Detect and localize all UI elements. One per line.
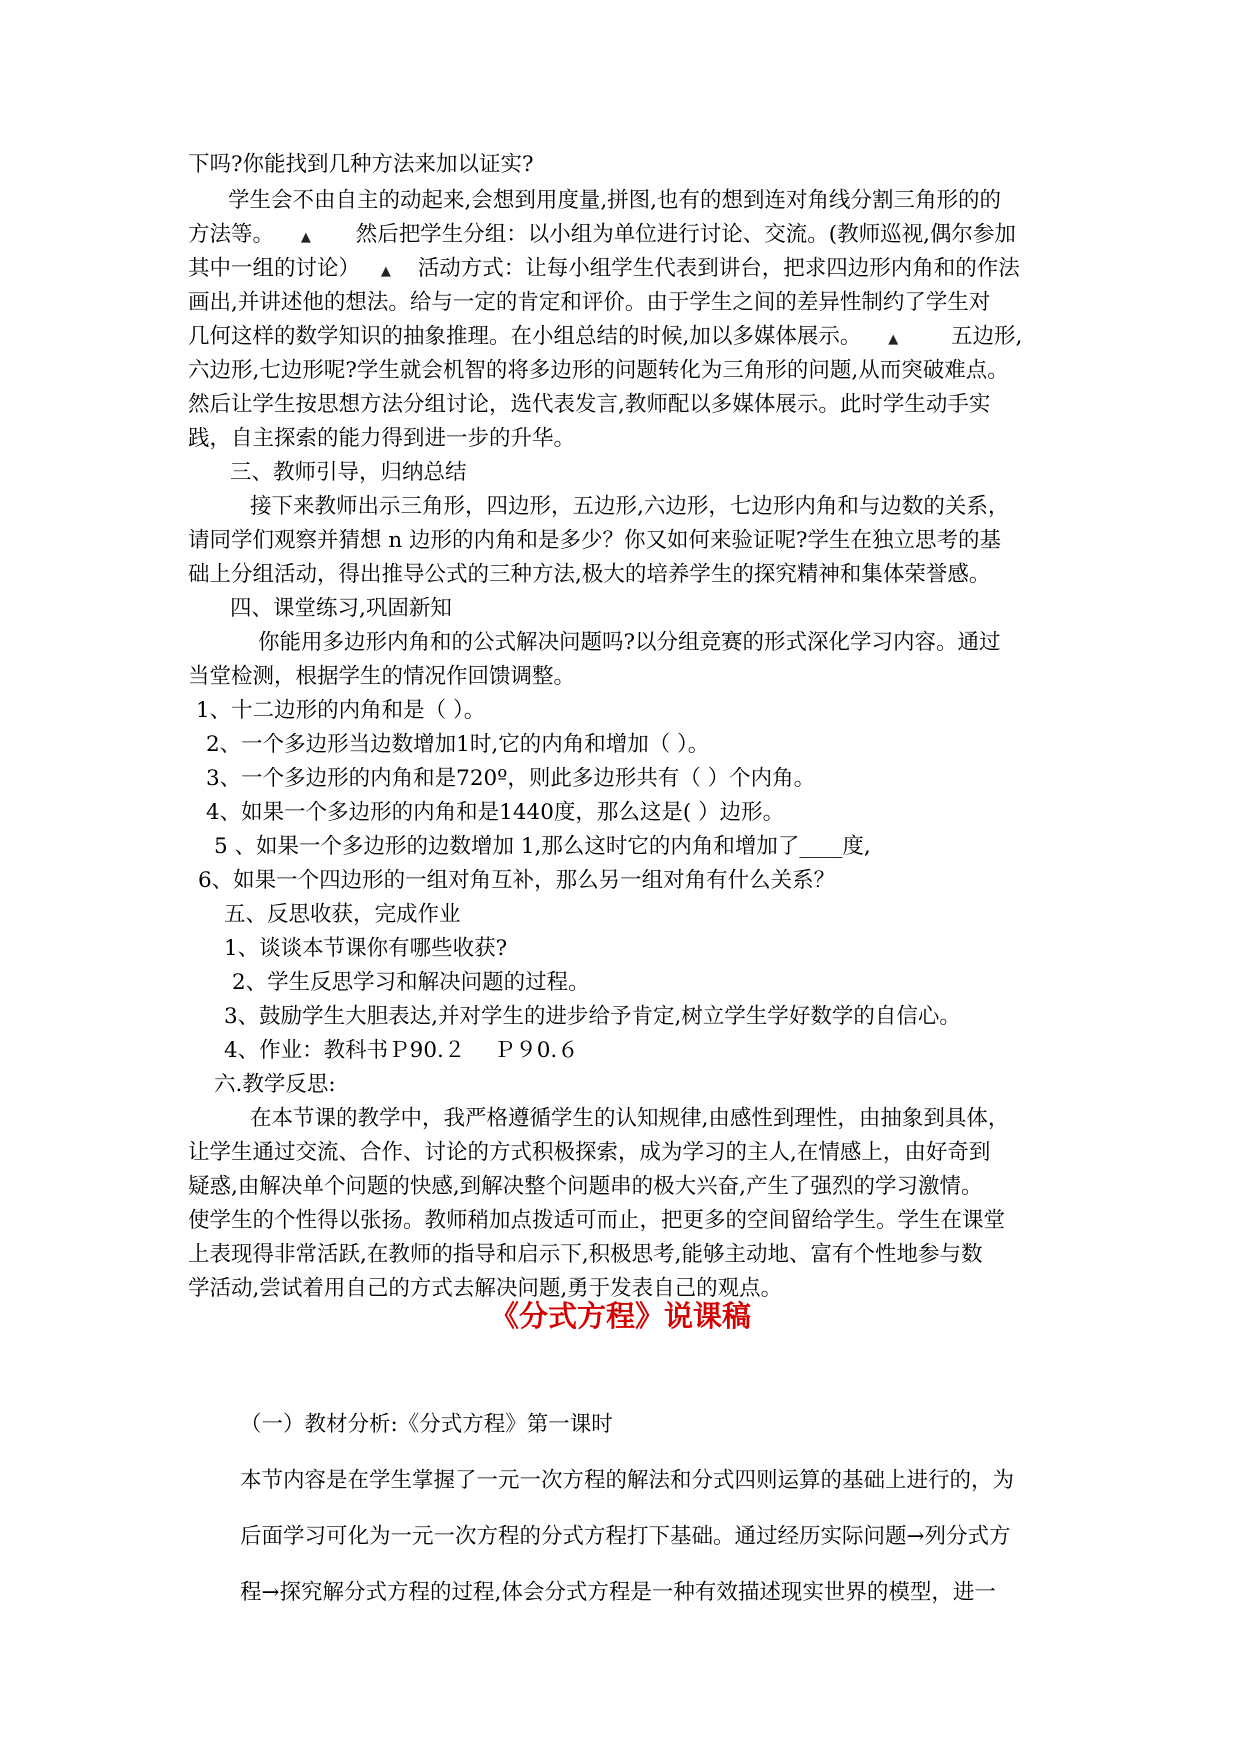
text-line: 让学生通过交流、合作、讨论的方式积极探索，成为学习的主人,在情感上，由好奇到 (188, 1140, 991, 1165)
list-item: 2、学生反思学习和解决问题的过程。 (232, 970, 590, 995)
text-line: 上表现得非常活跃,在教师的指导和启示下,积极思考,能够主动地、富有个性地参与数 (188, 1242, 983, 1267)
text-line-with-markers (188, 220, 1058, 253)
lesson-title: 《分式方程》说课稿 (489, 1299, 751, 1333)
text-line: 然后让学生按思想方法分组讨论，选代表发言,教师配以多媒体展示。此时学生动手实 (188, 392, 991, 417)
text-line: 当堂检测，根据学生的情况作回馈调整。 (188, 664, 576, 689)
text-segment: 几何这样的数学知识的抽象推理。在小组总结的时候,加以多媒体展示。 (188, 324, 862, 349)
text-line-with-markers (188, 254, 1058, 287)
text-line: 接下来教师出示三角形，四边形，五边形,六边形，七边形内角和与边数的关系， (250, 494, 1010, 519)
text-line: 你能用多边形内角和的公式解决问题吗?以分组竞赛的形式深化学习内容。通过 (258, 630, 1001, 655)
text-line: 后面学习可化为一元一次方程的分式方程打下基础。通过经历实际问题→列分式方 (240, 1524, 1011, 1549)
section-heading: 三、教师引导，归纳总结 (230, 460, 467, 485)
text-line: 程→探究解分式方程的过程,体会分式方程是一种有效描述现实世界的模型，进一 (240, 1580, 996, 1605)
text-line: 请同学们观察并猜想 n 边形的内角和是多少？你又如何来验证呢?学生在独立思考的基 (188, 528, 1002, 553)
section-heading: 四、课堂练习,巩固新知 (230, 596, 452, 621)
text-segment: 然后把学生分组：以小组为单位进行讨论、交流。(教师巡视,偶尔参加 (355, 222, 1016, 247)
text-line: 疑惑,由解决单个问题的快感,到解决整个问题串的极大兴奋,产生了强烈的学习激情。 (188, 1174, 983, 1199)
triangle-marker-icon: ▲ (888, 332, 899, 347)
text-line: 学活动,尝试着用自己的方式去解决问题,勇于发表自己的观点。 (188, 1276, 783, 1301)
text-line-with-markers (188, 322, 1058, 355)
exercise-item: 4、如果一个多边形的内角和是1440度，那么这是( ）边形。 (206, 800, 785, 825)
text-line: 下吗?你能找到几种方法来加以证实? (188, 152, 534, 177)
triangle-marker-icon: ▲ (380, 264, 391, 279)
exercise-item: 5 、如果一个多边形的边数增加 1,那么这时它的内角和增加了____度, (214, 834, 871, 859)
text-line: 践，自主探索的能力得到进一步的升华。 (188, 426, 576, 451)
text-line: 础上分组活动，得出推导公式的三种方法,极大的培养学生的探究精神和集体荣誉感。 (188, 562, 991, 587)
text-segment: 其中一组的讨论） (188, 256, 361, 281)
exercise-item: 2、一个多边形当边数增加1时,它的内角和增加（ ）。 (206, 732, 710, 757)
section-heading: 五、反思收获，完成作业 (224, 902, 461, 927)
subsection-heading: （一）教材分析:《分式方程》第一课时 (240, 1412, 613, 1437)
text-segment: 活动方式：让每小组学生代表到讲台，把求四边形内角和的作法 (417, 256, 1020, 281)
triangle-marker-icon: ▲ (300, 230, 311, 245)
exercise-item: 6、如果一个四边形的一组对角互补，那么另一组对角有什么关系？ (198, 868, 836, 893)
list-item: 4、作业：教科书Ｐ90.２ Ｐ９0.６ (224, 1038, 579, 1063)
text-line: 使学生的个性得以张扬。教师稍加点拨适可而止，把更多的空间留给学生。学生在课堂 (188, 1208, 1006, 1233)
list-item: 1、谈谈本节课你有哪些收获? (224, 936, 508, 961)
text-line: 画出,并讲述他的想法。给与一定的肯定和评价。由于学生之间的差异性制约了学生对 (188, 290, 991, 315)
list-item: 3、鼓励学生大胆表达,并对学生的进步给予肯定,树立学生学好数学的自信心。 (224, 1004, 961, 1029)
section-heading: 六.教学反思: (214, 1072, 336, 1097)
exercise-item: 1、十二边形的内角和是（ ）。 (196, 698, 486, 723)
text-line: 学生会不由自主的动起来,会想到用度量,拼图,也有的想到连对角线分割三角形的的 (228, 188, 1002, 213)
text-segment: 方法等。 (188, 222, 275, 247)
exercise-item: 3、一个多边形的内角和是720º，则此多边形共有（ ）个内角。 (206, 766, 816, 791)
text-line: 本节内容是在学生掌握了一元一次方程的解法和分式四则运算的基础上进行的，为 (240, 1468, 1015, 1493)
text-segment: 五边形, (951, 324, 1023, 349)
text-line: 六边形,七边形呢?学生就会机智的将多边形的问题转化为三角形的问题,从而突破难点。 (188, 358, 1009, 383)
text-line: 在本节课的教学中，我严格遵循学生的认知规律,由感性到理性，由抽象到具体， (250, 1106, 1010, 1131)
